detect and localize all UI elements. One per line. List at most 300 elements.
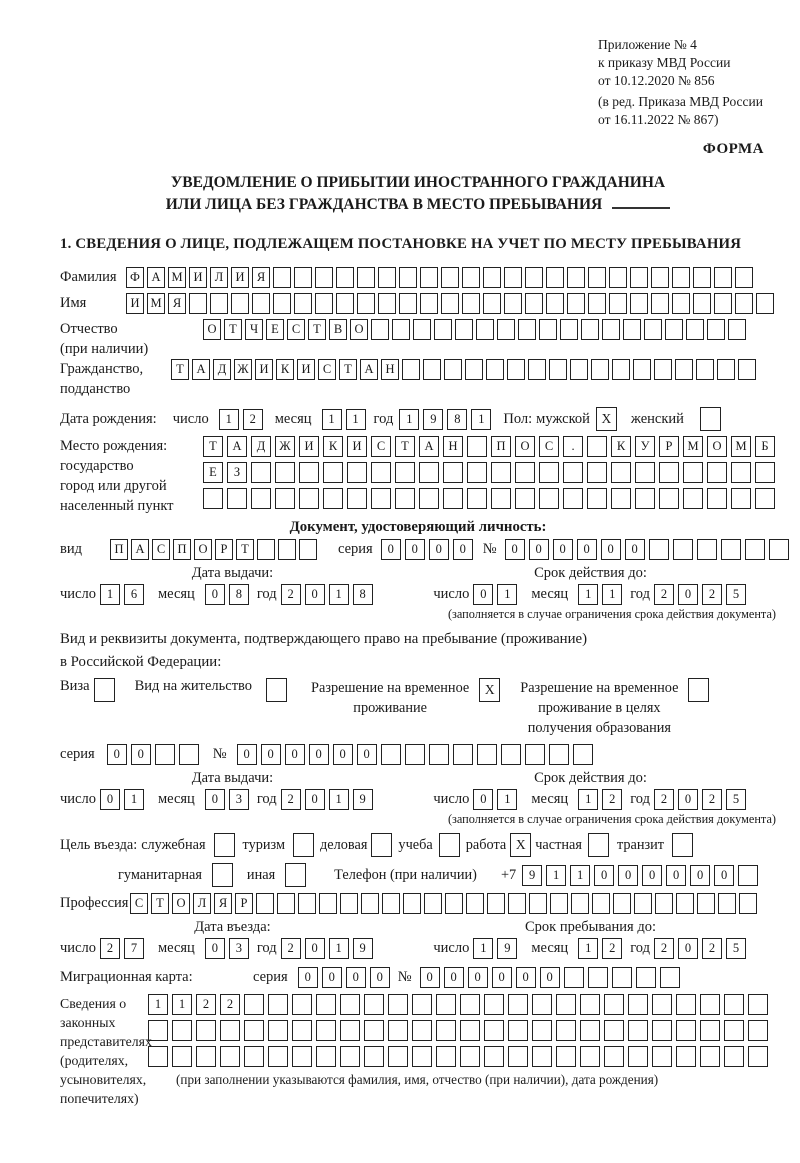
char-cell[interactable]: [628, 1020, 648, 1041]
char-cell[interactable]: 2: [196, 994, 216, 1015]
char-cell[interactable]: С: [371, 436, 391, 457]
char-cell[interactable]: [591, 359, 609, 380]
char-cell[interactable]: [735, 293, 753, 314]
char-cell[interactable]: [148, 1046, 168, 1067]
char-cell[interactable]: 2: [100, 938, 120, 959]
char-cell[interactable]: [467, 488, 487, 509]
char-cell[interactable]: [268, 1046, 288, 1067]
char-cell[interactable]: 1: [578, 789, 598, 810]
purpose-transit-checkbox[interactable]: [672, 833, 693, 857]
char-cell[interactable]: 9: [522, 865, 542, 886]
char-cell[interactable]: [724, 1046, 744, 1067]
char-cell[interactable]: [388, 1046, 408, 1067]
char-cell[interactable]: Б: [755, 436, 775, 457]
char-cell[interactable]: [529, 893, 547, 914]
char-cell[interactable]: Т: [151, 893, 169, 914]
char-cell[interactable]: Т: [308, 319, 326, 340]
char-cell[interactable]: [612, 967, 632, 988]
char-cell[interactable]: [315, 267, 333, 288]
char-cell[interactable]: [571, 893, 589, 914]
char-cell[interactable]: П: [491, 436, 511, 457]
char-cell[interactable]: [412, 1020, 432, 1041]
char-cell[interactable]: [429, 744, 449, 765]
char-cell[interactable]: [278, 539, 296, 560]
char-cell[interactable]: [402, 359, 420, 380]
char-cell[interactable]: [172, 1020, 192, 1041]
char-cell[interactable]: [347, 462, 367, 483]
char-cell[interactable]: [550, 893, 568, 914]
char-cell[interactable]: 0: [420, 967, 440, 988]
char-cell[interactable]: [423, 359, 441, 380]
char-cell[interactable]: [539, 319, 557, 340]
char-cell[interactable]: У: [635, 436, 655, 457]
char-cell[interactable]: [434, 319, 452, 340]
char-cell[interactable]: [486, 359, 504, 380]
char-cell[interactable]: [357, 267, 375, 288]
char-cell[interactable]: 0: [540, 967, 560, 988]
temp-permit-edu-checkbox[interactable]: [688, 678, 709, 702]
char-cell[interactable]: [515, 488, 535, 509]
char-cell[interactable]: [549, 359, 567, 380]
purpose-other-checkbox[interactable]: [285, 863, 306, 887]
char-cell[interactable]: 5: [726, 938, 746, 959]
visa-checkbox[interactable]: [94, 678, 115, 702]
char-cell[interactable]: [419, 488, 439, 509]
char-cell[interactable]: [613, 893, 631, 914]
char-cell[interactable]: 0: [505, 539, 525, 560]
char-cell[interactable]: [700, 994, 720, 1015]
char-cell[interactable]: И: [297, 359, 315, 380]
purpose-humanitarian-checkbox[interactable]: [212, 863, 233, 887]
char-cell[interactable]: Р: [235, 893, 253, 914]
char-cell[interactable]: О: [194, 539, 212, 560]
char-cell[interactable]: 0: [309, 744, 329, 765]
char-cell[interactable]: [501, 744, 521, 765]
char-cell[interactable]: [683, 488, 703, 509]
char-cell[interactable]: [693, 267, 711, 288]
char-cell[interactable]: 0: [131, 744, 151, 765]
char-cell[interactable]: [628, 1046, 648, 1067]
char-cell[interactable]: 3: [229, 789, 249, 810]
char-cell[interactable]: 1: [399, 409, 419, 430]
char-cell[interactable]: 1: [329, 789, 349, 810]
char-cell[interactable]: [654, 359, 672, 380]
char-cell[interactable]: [532, 1046, 552, 1067]
char-cell[interactable]: [172, 1046, 192, 1067]
char-cell[interactable]: [340, 893, 358, 914]
char-cell[interactable]: [580, 1020, 600, 1041]
char-cell[interactable]: [273, 267, 291, 288]
char-cell[interactable]: [528, 359, 546, 380]
char-cell[interactable]: Т: [236, 539, 254, 560]
char-cell[interactable]: [588, 267, 606, 288]
char-cell[interactable]: [612, 359, 630, 380]
char-cell[interactable]: [460, 1046, 480, 1067]
char-cell[interactable]: 0: [468, 967, 488, 988]
char-cell[interactable]: 1: [124, 789, 144, 810]
char-cell[interactable]: [769, 539, 789, 560]
char-cell[interactable]: 0: [107, 744, 127, 765]
char-cell[interactable]: [395, 462, 415, 483]
char-cell[interactable]: [231, 293, 249, 314]
char-cell[interactable]: [755, 462, 775, 483]
char-cell[interactable]: [467, 436, 487, 457]
char-cell[interactable]: 0: [305, 938, 325, 959]
char-cell[interactable]: [611, 488, 631, 509]
char-cell[interactable]: [466, 893, 484, 914]
char-cell[interactable]: 2: [702, 789, 722, 810]
char-cell[interactable]: [507, 359, 525, 380]
char-cell[interactable]: Ф: [126, 267, 144, 288]
char-cell[interactable]: [364, 1020, 384, 1041]
char-cell[interactable]: [735, 267, 753, 288]
char-cell[interactable]: 1: [471, 409, 491, 430]
char-cell[interactable]: [371, 488, 391, 509]
char-cell[interactable]: [564, 967, 584, 988]
char-cell[interactable]: [675, 359, 693, 380]
char-cell[interactable]: 0: [346, 967, 366, 988]
char-cell[interactable]: .: [563, 436, 583, 457]
char-cell[interactable]: 6: [124, 584, 144, 605]
char-cell[interactable]: [179, 744, 199, 765]
char-cell[interactable]: [227, 488, 247, 509]
char-cell[interactable]: [294, 293, 312, 314]
char-cell[interactable]: [445, 893, 463, 914]
char-cell[interactable]: 0: [237, 744, 257, 765]
char-cell[interactable]: 0: [492, 967, 512, 988]
char-cell[interactable]: 0: [370, 967, 390, 988]
char-cell[interactable]: Н: [443, 436, 463, 457]
char-cell[interactable]: [371, 462, 391, 483]
char-cell[interactable]: [420, 267, 438, 288]
char-cell[interactable]: Я: [214, 893, 232, 914]
char-cell[interactable]: [539, 488, 559, 509]
char-cell[interactable]: [665, 319, 683, 340]
char-cell[interactable]: [717, 359, 735, 380]
char-cell[interactable]: [443, 488, 463, 509]
char-cell[interactable]: [563, 488, 583, 509]
char-cell[interactable]: [748, 1046, 768, 1067]
char-cell[interactable]: О: [172, 893, 190, 914]
char-cell[interactable]: [483, 267, 501, 288]
char-cell[interactable]: [251, 488, 271, 509]
char-cell[interactable]: З: [227, 462, 247, 483]
char-cell[interactable]: А: [360, 359, 378, 380]
char-cell[interactable]: 9: [353, 938, 373, 959]
char-cell[interactable]: 1: [570, 865, 590, 886]
char-cell[interactable]: [697, 539, 717, 560]
char-cell[interactable]: 1: [172, 994, 192, 1015]
char-cell[interactable]: Е: [266, 319, 284, 340]
char-cell[interactable]: 0: [305, 789, 325, 810]
char-cell[interactable]: [316, 994, 336, 1015]
char-cell[interactable]: 1: [578, 938, 598, 959]
char-cell[interactable]: [257, 539, 275, 560]
char-cell[interactable]: 1: [329, 938, 349, 959]
char-cell[interactable]: Т: [224, 319, 242, 340]
char-cell[interactable]: 1: [219, 409, 239, 430]
char-cell[interactable]: [635, 488, 655, 509]
char-cell[interactable]: [256, 893, 274, 914]
char-cell[interactable]: 8: [353, 584, 373, 605]
char-cell[interactable]: В: [329, 319, 347, 340]
char-cell[interactable]: [634, 893, 652, 914]
char-cell[interactable]: 9: [497, 938, 517, 959]
char-cell[interactable]: 5: [726, 584, 746, 605]
char-cell[interactable]: [738, 865, 758, 886]
char-cell[interactable]: [347, 488, 367, 509]
char-cell[interactable]: [739, 893, 757, 914]
char-cell[interactable]: [676, 994, 696, 1015]
char-cell[interactable]: [604, 1020, 624, 1041]
char-cell[interactable]: [546, 293, 564, 314]
char-cell[interactable]: М: [168, 267, 186, 288]
char-cell[interactable]: [462, 293, 480, 314]
char-cell[interactable]: [378, 267, 396, 288]
char-cell[interactable]: 1: [100, 584, 120, 605]
char-cell[interactable]: Т: [203, 436, 223, 457]
char-cell[interactable]: [244, 1020, 264, 1041]
char-cell[interactable]: [609, 293, 627, 314]
char-cell[interactable]: [630, 293, 648, 314]
char-cell[interactable]: 1: [148, 994, 168, 1015]
char-cell[interactable]: С: [318, 359, 336, 380]
char-cell[interactable]: [508, 1046, 528, 1067]
char-cell[interactable]: [707, 319, 725, 340]
char-cell[interactable]: [443, 462, 463, 483]
char-cell[interactable]: 7: [124, 938, 144, 959]
char-cell[interactable]: [602, 319, 620, 340]
char-cell[interactable]: [484, 1020, 504, 1041]
char-cell[interactable]: [357, 293, 375, 314]
char-cell[interactable]: [392, 319, 410, 340]
char-cell[interactable]: А: [227, 436, 247, 457]
char-cell[interactable]: [755, 488, 775, 509]
char-cell[interactable]: [633, 359, 651, 380]
char-cell[interactable]: [676, 1020, 696, 1041]
purpose-official-checkbox[interactable]: [214, 833, 235, 857]
char-cell[interactable]: А: [131, 539, 149, 560]
char-cell[interactable]: [630, 267, 648, 288]
char-cell[interactable]: [399, 293, 417, 314]
char-cell[interactable]: Н: [381, 359, 399, 380]
temp-permit-checkbox[interactable]: X: [479, 678, 500, 702]
char-cell[interactable]: 3: [229, 938, 249, 959]
char-cell[interactable]: [573, 744, 593, 765]
char-cell[interactable]: 0: [690, 865, 710, 886]
char-cell[interactable]: 0: [666, 865, 686, 886]
char-cell[interactable]: 8: [447, 409, 467, 430]
char-cell[interactable]: [403, 893, 421, 914]
char-cell[interactable]: [336, 293, 354, 314]
char-cell[interactable]: [508, 893, 526, 914]
char-cell[interactable]: [649, 539, 669, 560]
char-cell[interactable]: 9: [423, 409, 443, 430]
char-cell[interactable]: 1: [346, 409, 366, 430]
char-cell[interactable]: И: [189, 267, 207, 288]
char-cell[interactable]: [292, 1020, 312, 1041]
char-cell[interactable]: [252, 293, 270, 314]
char-cell[interactable]: [556, 994, 576, 1015]
char-cell[interactable]: [148, 1020, 168, 1041]
char-cell[interactable]: 5: [726, 789, 746, 810]
char-cell[interactable]: [563, 462, 583, 483]
char-cell[interactable]: Ч: [245, 319, 263, 340]
char-cell[interactable]: 0: [453, 539, 473, 560]
char-cell[interactable]: [714, 267, 732, 288]
char-cell[interactable]: Д: [213, 359, 231, 380]
char-cell[interactable]: Я: [168, 293, 186, 314]
char-cell[interactable]: [651, 267, 669, 288]
char-cell[interactable]: 2: [654, 789, 674, 810]
char-cell[interactable]: [268, 1020, 288, 1041]
char-cell[interactable]: С: [130, 893, 148, 914]
char-cell[interactable]: 0: [516, 967, 536, 988]
char-cell[interactable]: [724, 1020, 744, 1041]
char-cell[interactable]: О: [350, 319, 368, 340]
char-cell[interactable]: [220, 1046, 240, 1067]
char-cell[interactable]: [399, 267, 417, 288]
char-cell[interactable]: [652, 1046, 672, 1067]
char-cell[interactable]: [587, 462, 607, 483]
char-cell[interactable]: М: [683, 436, 703, 457]
char-cell[interactable]: [652, 994, 672, 1015]
char-cell[interactable]: [683, 462, 703, 483]
char-cell[interactable]: [244, 1046, 264, 1067]
char-cell[interactable]: [515, 462, 535, 483]
char-cell[interactable]: [210, 293, 228, 314]
char-cell[interactable]: [546, 267, 564, 288]
char-cell[interactable]: [340, 1046, 360, 1067]
char-cell[interactable]: [298, 893, 316, 914]
char-cell[interactable]: [676, 893, 694, 914]
char-cell[interactable]: Т: [339, 359, 357, 380]
char-cell[interactable]: [441, 267, 459, 288]
char-cell[interactable]: [319, 893, 337, 914]
char-cell[interactable]: [419, 462, 439, 483]
char-cell[interactable]: [525, 267, 543, 288]
char-cell[interactable]: 1: [329, 584, 349, 605]
char-cell[interactable]: [294, 267, 312, 288]
char-cell[interactable]: 0: [100, 789, 120, 810]
char-cell[interactable]: 1: [546, 865, 566, 886]
char-cell[interactable]: [570, 359, 588, 380]
char-cell[interactable]: [477, 744, 497, 765]
char-cell[interactable]: 0: [357, 744, 377, 765]
char-cell[interactable]: [724, 994, 744, 1015]
char-cell[interactable]: [539, 462, 559, 483]
char-cell[interactable]: А: [147, 267, 165, 288]
char-cell[interactable]: [587, 436, 607, 457]
char-cell[interactable]: П: [110, 539, 128, 560]
char-cell[interactable]: [491, 462, 511, 483]
char-cell[interactable]: [588, 967, 608, 988]
char-cell[interactable]: [560, 319, 578, 340]
char-cell[interactable]: [549, 744, 569, 765]
char-cell[interactable]: [556, 1046, 576, 1067]
char-cell[interactable]: Р: [215, 539, 233, 560]
char-cell[interactable]: [388, 1020, 408, 1041]
char-cell[interactable]: [532, 994, 552, 1015]
char-cell[interactable]: 9: [353, 789, 373, 810]
sex-female-checkbox[interactable]: [700, 407, 721, 431]
char-cell[interactable]: [659, 488, 679, 509]
char-cell[interactable]: [623, 319, 641, 340]
char-cell[interactable]: [672, 267, 690, 288]
char-cell[interactable]: [581, 319, 599, 340]
char-cell[interactable]: [748, 1020, 768, 1041]
char-cell[interactable]: [636, 967, 656, 988]
char-cell[interactable]: [738, 359, 756, 380]
char-cell[interactable]: 0: [529, 539, 549, 560]
char-cell[interactable]: [484, 1046, 504, 1067]
char-cell[interactable]: [455, 319, 473, 340]
char-cell[interactable]: [644, 319, 662, 340]
char-cell[interactable]: [707, 462, 727, 483]
char-cell[interactable]: 0: [577, 539, 597, 560]
char-cell[interactable]: 0: [322, 967, 342, 988]
char-cell[interactable]: О: [707, 436, 727, 457]
char-cell[interactable]: 2: [702, 584, 722, 605]
char-cell[interactable]: [504, 293, 522, 314]
char-cell[interactable]: 0: [678, 938, 698, 959]
char-cell[interactable]: 8: [229, 584, 249, 605]
char-cell[interactable]: Я: [252, 267, 270, 288]
char-cell[interactable]: [436, 994, 456, 1015]
char-cell[interactable]: 1: [473, 938, 493, 959]
char-cell[interactable]: Р: [659, 436, 679, 457]
char-cell[interactable]: И: [231, 267, 249, 288]
char-cell[interactable]: [251, 462, 271, 483]
char-cell[interactable]: К: [611, 436, 631, 457]
char-cell[interactable]: 1: [602, 584, 622, 605]
char-cell[interactable]: 0: [642, 865, 662, 886]
char-cell[interactable]: Л: [210, 267, 228, 288]
char-cell[interactable]: И: [255, 359, 273, 380]
char-cell[interactable]: [424, 893, 442, 914]
char-cell[interactable]: 0: [305, 584, 325, 605]
char-cell[interactable]: О: [203, 319, 221, 340]
char-cell[interactable]: [508, 994, 528, 1015]
sex-male-checkbox[interactable]: X: [596, 407, 617, 431]
char-cell[interactable]: [700, 1046, 720, 1067]
char-cell[interactable]: [273, 293, 291, 314]
char-cell[interactable]: [609, 267, 627, 288]
char-cell[interactable]: Т: [395, 436, 415, 457]
char-cell[interactable]: [444, 359, 462, 380]
char-cell[interactable]: [508, 1020, 528, 1041]
char-cell[interactable]: [604, 1046, 624, 1067]
char-cell[interactable]: 2: [654, 584, 674, 605]
char-cell[interactable]: 2: [602, 938, 622, 959]
char-cell[interactable]: О: [515, 436, 535, 457]
char-cell[interactable]: [155, 744, 175, 765]
char-cell[interactable]: 0: [618, 865, 638, 886]
char-cell[interactable]: [340, 1020, 360, 1041]
char-cell[interactable]: [718, 893, 736, 914]
char-cell[interactable]: 0: [205, 938, 225, 959]
char-cell[interactable]: Л: [193, 893, 211, 914]
char-cell[interactable]: [567, 267, 585, 288]
char-cell[interactable]: [275, 462, 295, 483]
char-cell[interactable]: [700, 1020, 720, 1041]
char-cell[interactable]: К: [323, 436, 343, 457]
char-cell[interactable]: [364, 994, 384, 1015]
char-cell[interactable]: К: [276, 359, 294, 380]
char-cell[interactable]: [299, 462, 319, 483]
char-cell[interactable]: [651, 293, 669, 314]
char-cell[interactable]: 0: [678, 584, 698, 605]
